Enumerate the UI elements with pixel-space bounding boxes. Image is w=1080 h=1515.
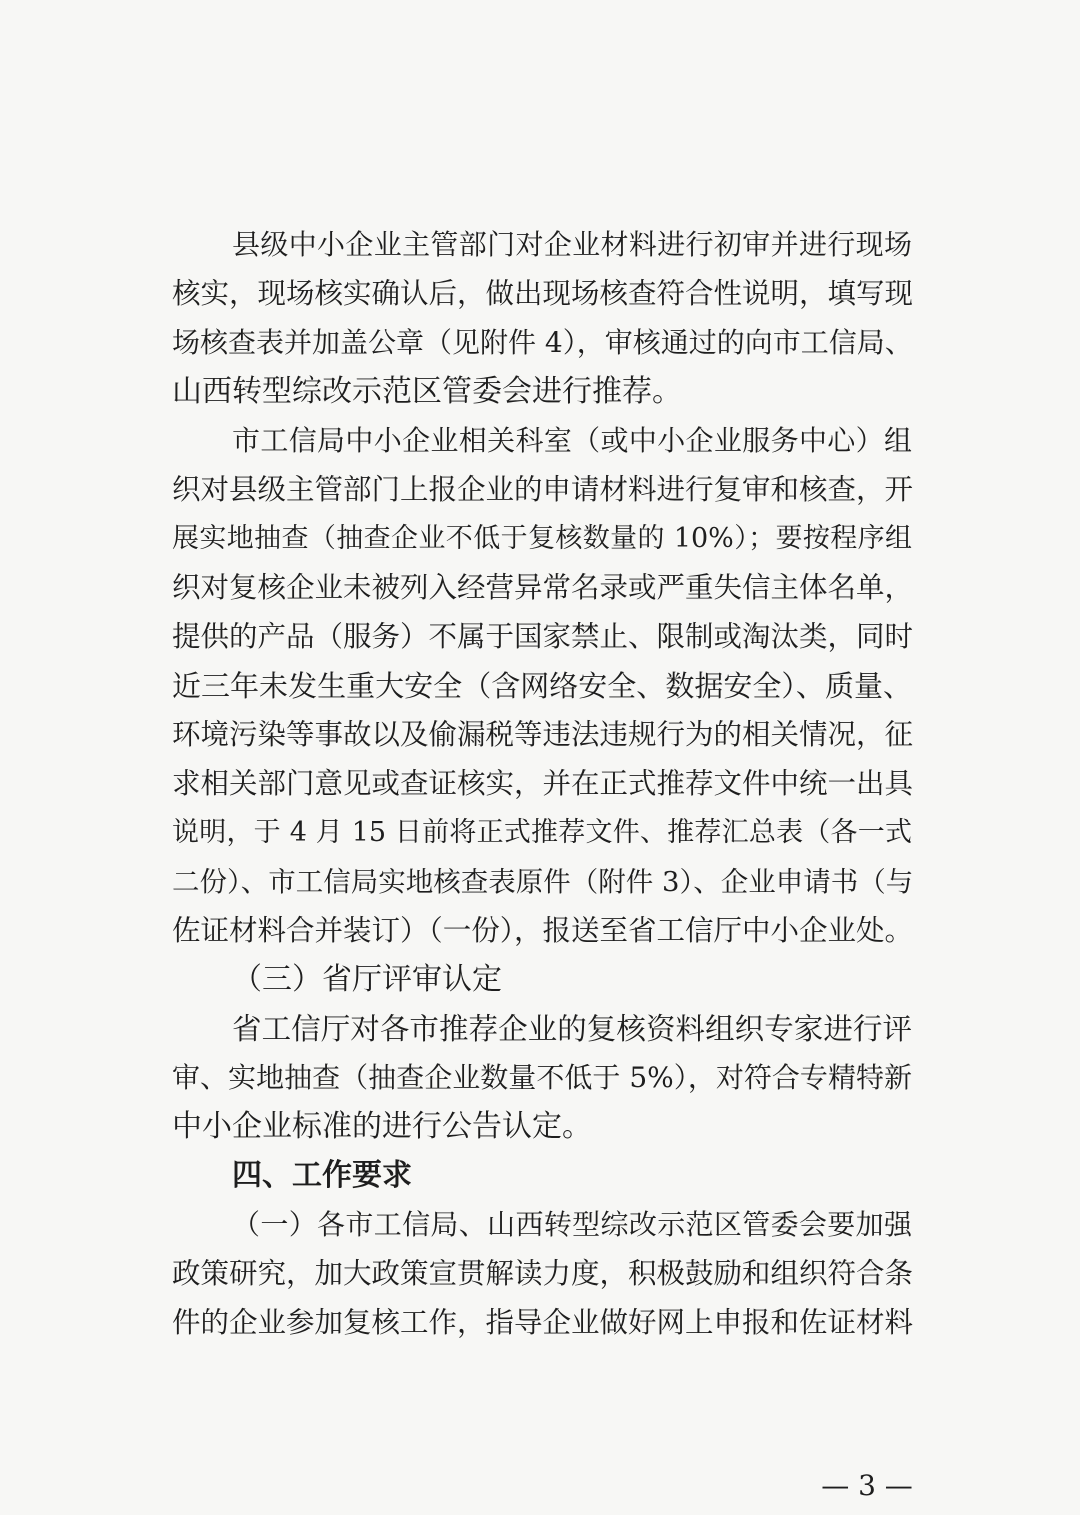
- body-text-line: 环境污染等事故以及偷漏税等违法违规行为的相关情况，征: [172, 718, 914, 751]
- body-text-line: 审、实地抽查（抽查企业数量不低于 5%），对符合专精特新: [172, 1061, 912, 1094]
- body-text-line: 核实，现场核实确认后，做出现场核查符合性说明，填写现: [172, 277, 914, 310]
- body-text-line: 织对复核企业未被列入经营异常名录或严重失信主体名单，: [172, 571, 914, 604]
- body-text-line: 县级中小企业主管部门对企业材料进行初审并进行现场: [232, 228, 912, 261]
- body-text-line: （一）各市工信局、山西转型综改示范区管委会要加强: [232, 1208, 912, 1241]
- body-text-line: 佐证材料合并装订）（一份），报送至省工信厅中小企业处。: [172, 914, 914, 947]
- body-text-line: 山西转型综改示范区管委会进行推荐。: [172, 374, 682, 409]
- body-text-line: 中小企业标准的进行公告认定。: [172, 1109, 592, 1144]
- body-text-line: 件的企业参加复核工作，指导企业做好网上申报和佐证材料: [172, 1306, 914, 1339]
- page-number: — 3 —: [821, 1469, 913, 1502]
- body-text-line: 说明，于 4 月 15 日前将正式推荐文件、推荐汇总表（各一式: [172, 817, 912, 848]
- subsection-heading: （三）省厅评审认定: [232, 962, 502, 997]
- body-text-line: 二份）、市工信局实地核查表原件（附件 3）、企业申请书（与: [172, 866, 914, 898]
- body-text-line: 织对县级主管部门上报企业的申请材料进行复审和核查，开: [172, 473, 914, 506]
- body-text-line: 市工信局中小企业相关科室（或中小企业服务中心）组: [232, 424, 912, 457]
- body-text-line: 省工信厅对各市推荐企业的复核资料组织专家进行评: [232, 1012, 912, 1046]
- body-text-line: 展实地抽查（抽查企业不低于复核数量的 10%）；要按程序组: [172, 523, 912, 554]
- body-text-line: 政策研究，加大政策宣贯解读力度，积极鼓励和组织符合条: [172, 1257, 914, 1290]
- section-heading: 四、工作要求: [232, 1158, 412, 1193]
- body-text-line: 场核查表并加盖公章（见附件 4），审核通过的向市工信局、: [172, 326, 913, 359]
- body-text-line: 求相关部门意见或查证核实，并在正式推荐文件中统一出具: [172, 767, 914, 800]
- body-text-line: 近三年未发生重大安全（含网络安全、数据安全）、质量、: [172, 669, 912, 703]
- body-text-line: 提供的产品（服务）不属于国家禁止、限制或淘汰类，同时: [172, 620, 914, 653]
